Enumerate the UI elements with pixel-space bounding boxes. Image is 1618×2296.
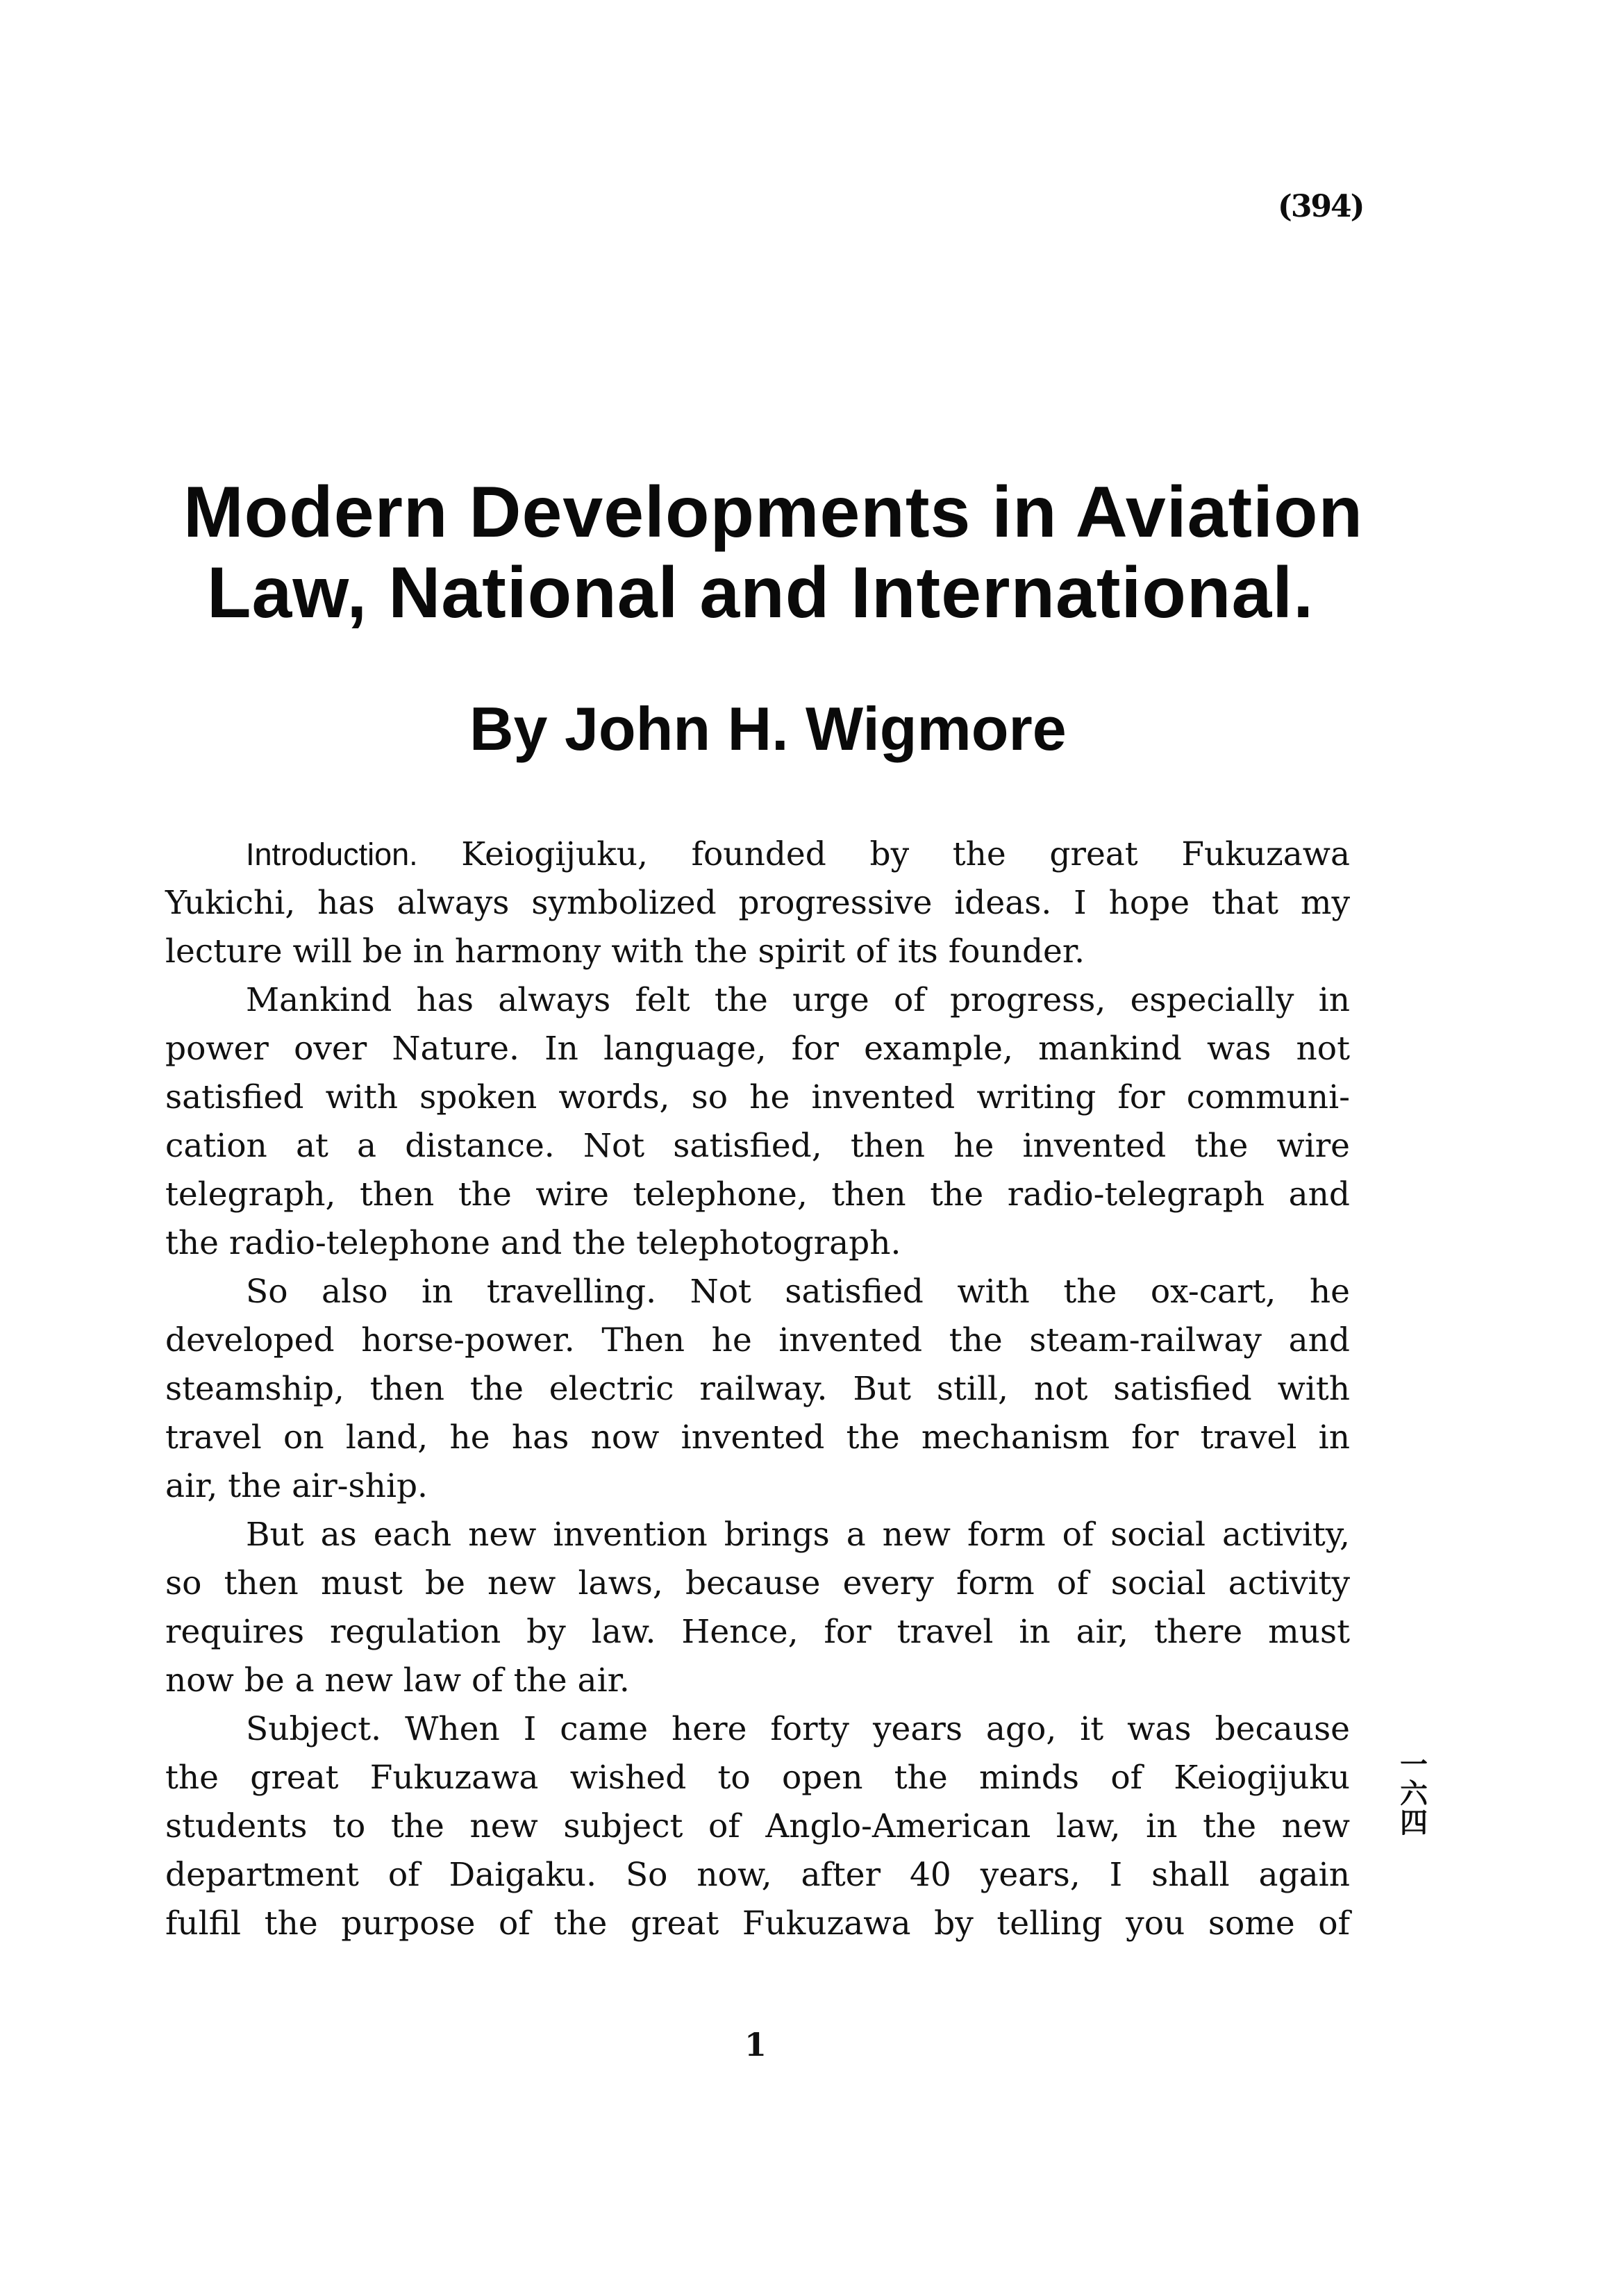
text-line: So also in travelling. Not satisfied with the ox-cart, he — [246, 1273, 1350, 1311]
text-line: air, the air-ship. — [165, 1467, 428, 1505]
text-line: Subject. When I came here forty years ago, it was because — [246, 1710, 1350, 1748]
paragraph-mankind — [165, 976, 1350, 1268]
paragraph-travelling — [165, 1268, 1350, 1511]
paragraph-new-laws — [165, 1511, 1350, 1705]
margin-page-number-kanji — [1394, 1751, 1433, 1838]
text-line: Mankind has always felt the urge of progress, especially in — [246, 981, 1350, 1019]
kanji-char: 一 — [1400, 1749, 1428, 1781]
text-line: the radio-telephone and the telephotograph. — [165, 1224, 901, 1262]
text-line: But as each new invention brings a new form of social activity, — [246, 1516, 1350, 1554]
text-line: Introduction. Keiogijuku, founded by the great Fukuzawa — [246, 835, 1350, 873]
title-line-2: Law, National and International. — [207, 553, 1315, 633]
text-line: developed horse-power. Then he invented the steam-railway and — [165, 1321, 1350, 1359]
paragraph-introduction — [165, 830, 1350, 976]
page-number-top: (394) — [1278, 189, 1364, 224]
text-line: telegraph, then the wire telephone, then the radio-telegraph and — [165, 1175, 1350, 1214]
text-line: fulfil the purpose of the great Fukuzawa by telling you some of — [165, 1904, 1350, 1943]
author-byline: By John H. Wigmore — [469, 694, 1067, 763]
text-line: lecture will be in harmony with the spirit of its founder. — [165, 932, 1085, 971]
text-line: department of Daigaku. So now, after 40 years, I shall again — [165, 1856, 1350, 1894]
text-line: now be a new law of the air. — [165, 1661, 630, 1700]
title-line-1: Modern Developments in Aviation — [183, 472, 1364, 553]
text-line: travel on land, he has now invented the mechanism for travel in — [165, 1418, 1350, 1457]
text-line: Yukichi, has always symbolized progressive ideas. I hope that my — [165, 884, 1350, 922]
text-line: requires regulation by law. Hence, for travel in air, there must — [165, 1613, 1350, 1651]
page-number-bottom: 1 — [744, 2026, 767, 2063]
article-body — [165, 830, 1350, 1948]
text-line: students to the new subject of Anglo-American law, in the new — [165, 1807, 1350, 1845]
text-line: the great Fukuzawa wished to open the minds of Keiogijuku — [165, 1759, 1350, 1797]
section-runin-heading: Introduction. — [246, 837, 418, 872]
kanji-char: 六 — [1400, 1778, 1428, 1810]
text-line: power over Nature. In language, for example, mankind was not — [165, 1030, 1350, 1068]
text-line: so then must be new laws, because every form of social activity — [165, 1564, 1350, 1602]
text-line: steamship, then the electric railway. But still, not satisfied with — [165, 1370, 1350, 1408]
paragraph-subject — [165, 1705, 1350, 1948]
article-title — [174, 472, 1368, 633]
kanji-char: 四 — [1400, 1807, 1428, 1839]
text-line: satisfied with spoken words, so he invented writing for communi- — [165, 1078, 1350, 1116]
text-line: cation at a distance. Not satisfied, then he invented the wire — [165, 1127, 1350, 1165]
